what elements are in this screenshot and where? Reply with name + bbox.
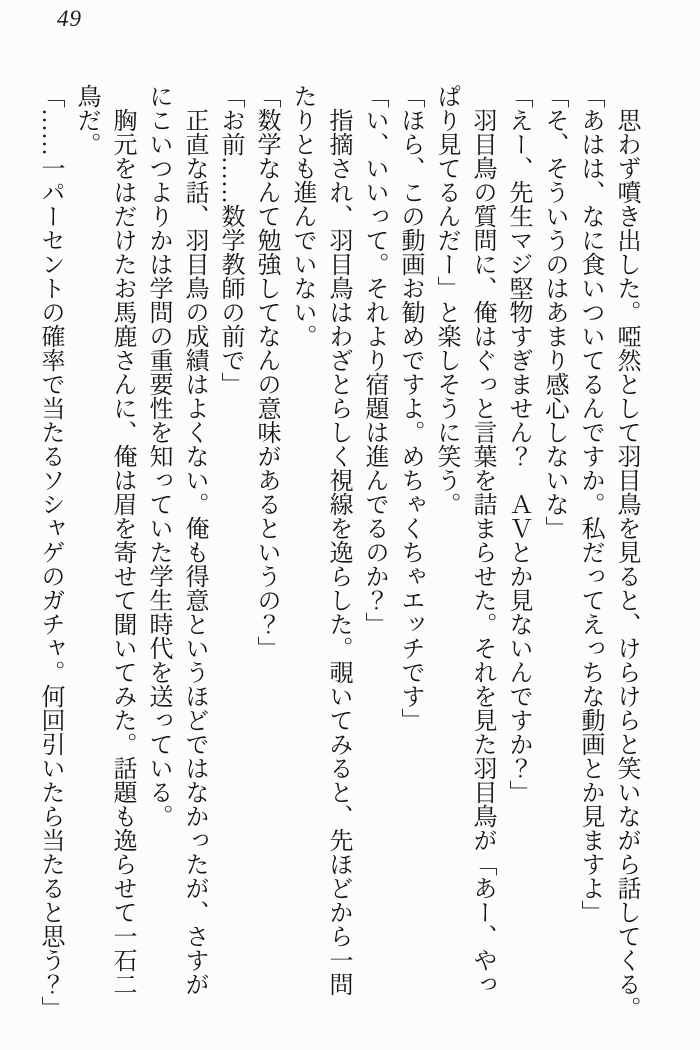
text-column: 「ほら、この動画お勧めですよ。めちゃくちゃエッチです」 (397, 84, 423, 732)
text-column: 正直な話、羽目鳥の成績はよくない。俺も得意というほどではなかったが、さすが (181, 108, 207, 996)
text-column: 「お前……数学教師の前で」 (217, 84, 243, 396)
text-column: たりとも進んでいない。 (289, 84, 315, 348)
text-column: 羽目鳥の質問に、俺はぐっと言葉を詰まらせた。それを見た羽目鳥が「あー、やっ (469, 108, 495, 996)
text-column: 胸元をはだけたお馬鹿さんに、俺は眉を寄せて聞いてみた。話題も逸らせて一石二 (109, 108, 135, 996)
text-column: ぱり見てるんだー」と楽しそうに笑う。 (433, 84, 459, 516)
page-number: 49 (57, 6, 82, 31)
text-column: にこいつよりかは学問の重要性を知っていた学生時代を送っている。 (145, 84, 171, 828)
text-column: 「数学なんて勉強してなんの意味があるというの？」 (253, 84, 279, 660)
text-column: 「……一パーセントの確率で当たるソシャゲのガチャ。何回引いたら当たると思う？」 (37, 84, 63, 1020)
text-block (32, 84, 644, 1028)
text-column: 「そ、そういうのはあまり感心しないな」 (541, 84, 567, 540)
text-column: 「えー、先生マジ堅物すぎません？ ＡＶとか見ないんですか？」 (505, 84, 531, 804)
text-column: 思わず噴き出した。啞然として羽目鳥を見ると、けらけらと笑いながら話してくる。 (613, 108, 639, 1020)
text-column: 指摘され、羽目鳥はわざとらしく視線を逸らした。覗いてみると、先ほどから一問 (325, 108, 351, 996)
text-column: 「あはは、なに食いついてるんですか。私だってえっちな動画とか見ますよ」 (577, 84, 603, 924)
text-column: 「い、いいって。それより宿題は進んでるのか？」 (361, 84, 387, 636)
text-column: 鳥だ。 (73, 84, 99, 156)
